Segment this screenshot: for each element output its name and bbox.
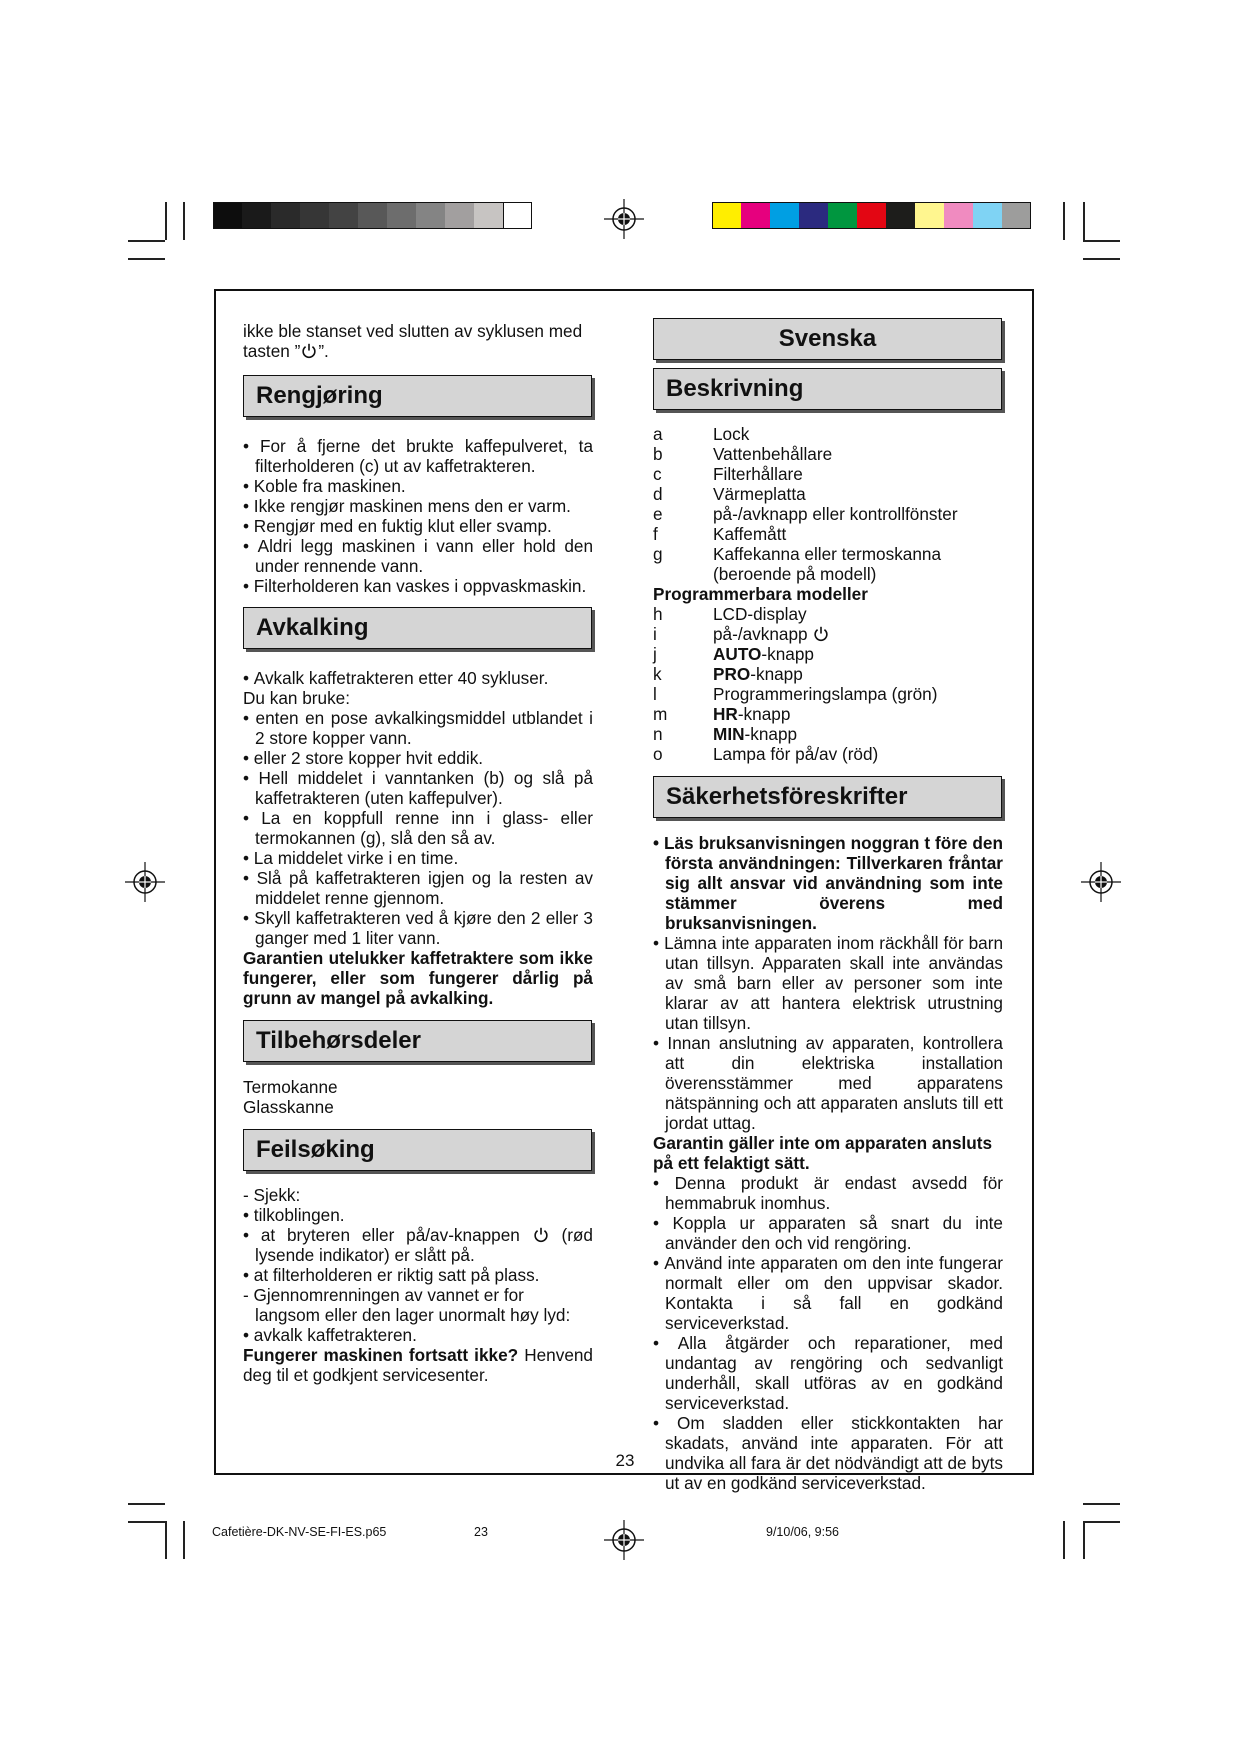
list-item: • tilkoblingen. <box>243 1205 593 1225</box>
list-avkalking <box>243 668 593 1008</box>
list-item: • Ikke rengjør maskinen mens den er varm. <box>243 496 593 516</box>
list-item: • For å fjerne det brukte kaffepulveret, ta filterholderen (c) ut av kaffetrakteren. <box>243 436 593 476</box>
list-rengjoring <box>243 436 593 596</box>
slug-page: 23 <box>474 1525 488 1539</box>
slug-filename: Cafetière-DK-NV-SE-FI-ES.p65 <box>212 1525 387 1539</box>
du-kan-bruke: Du kan bruke: <box>243 688 351 708</box>
heading-rengjoring: Rengjøring <box>243 375 592 417</box>
list-item: h LCD-display <box>653 604 807 624</box>
list-item: d Värmeplatta <box>653 484 806 504</box>
list-sakerhet <box>653 833 1003 1493</box>
list-item: - Gjennomrenningen av vannet er for langsom eller den lager unormalt høy lyd: <box>243 1285 593 1325</box>
list-item: f Kaffemått <box>653 524 787 544</box>
registration-mark-top-icon <box>604 199 644 239</box>
list-item: • Avkalk kaffetrakteren etter 40 sykluser. <box>243 668 593 688</box>
list-tilbehor <box>243 1077 593 1117</box>
heading-tilbehorsdeler: Tilbehørsdeler <box>243 1020 592 1062</box>
power-icon <box>532 1226 550 1244</box>
list-item: • eller 2 store kopper hvit eddik. <box>243 748 593 768</box>
color-bar-outline <box>712 202 1031 229</box>
list-item: c Filterhållare <box>653 464 803 484</box>
list-item: i på-/avknapp <box>653 624 1003 644</box>
list-item: • Filterholderen kan vaskes i oppvaskmaskin. <box>243 576 593 596</box>
registration-mark-bottom-icon <box>604 1520 644 1560</box>
list-item: • Om sladden eller stickkontakten har skadats, använd inte apparaten. För att undvika all fara är det nödvändigt att de byts ut av en godkänd serviceverkstad. <box>653 1413 1003 1493</box>
list-item: • enten en pose avkalkingsmiddel utblandet i 2 store kopper vann. <box>243 708 593 748</box>
list-item: • Alla åtgärder och reparationer, med undantag av rengöring och sedvanligt underhåll, skall utföras av en godkänd serviceverkstad. <box>653 1333 1003 1413</box>
list-item: k PRO-knapp <box>653 664 803 684</box>
power-icon <box>300 342 318 360</box>
list-item: • Läs bruksanvisningen noggran t före den första användningen: Tillverkaren fråntar sig allt ansvar vid användning som inte stämmer överens med bruksanvisningen. <box>653 833 1003 933</box>
list-item: • Hell middelet i vanntanken (b) og slå på kaffetrakteren (uten kaffepulver). <box>243 768 593 808</box>
page-number: 23 <box>615 1451 635 1470</box>
power-icon <box>812 625 830 643</box>
list-item: Termokanne <box>243 1077 338 1097</box>
intro-text: ikke ble stanset ved slutten av syklusen med tasten ” ”. <box>243 321 583 361</box>
list-item: Glasskanne <box>243 1097 334 1117</box>
list-item: o Lampa för på/av (röd) <box>653 744 879 764</box>
registration-mark-right-icon <box>1081 862 1121 902</box>
warranty-note: Garantin gäller inte om apparaten ansluts på ett felaktigt sätt. <box>653 1133 993 1173</box>
list-item: • La en koppfull renne inn i glass- eller termokannen (g), slå den så av. <box>243 808 593 848</box>
right-column <box>653 318 1003 1493</box>
programmable-list <box>653 604 1003 764</box>
list-item: g Kaffekanna eller termoskanna <box>653 544 942 564</box>
warranty-warning: Garantien utelukker kaffetraktere som ikke fungerer, eller som fungerer dårlig på grunn av mangel på avkalking. <box>243 948 593 1008</box>
list-item: b Vattenbehållare <box>653 444 833 464</box>
heading-sakerhet: Säkerhetsföreskrifter <box>653 776 1002 818</box>
heading-beskrivning: Beskrivning <box>653 368 1002 410</box>
registration-mark-left-icon <box>125 862 165 902</box>
heading-feilsoking: Feilsøking <box>243 1129 592 1171</box>
language-title: Svenska <box>653 318 1002 360</box>
list-item: • Använd inte apparaten om den inte fungerar normalt eller om den uppvisar skador. Kontakta i så fall en godkänd serviceverkstad. <box>653 1253 1003 1333</box>
list-item: • Skyll kaffetrakteren ved å kjøre den 2 eller 3 ganger med 1 liter vann. <box>243 908 593 948</box>
list-item: • Innan anslutning av apparaten, kontrollera att din elektriska installation överensstämmer med apparatens nätspänning och att apparaten ansluts till ett jordat uttag. <box>653 1033 1003 1133</box>
list-item: - Sjekk: <box>243 1185 593 1205</box>
list-item: • at bryteren eller på/av-knappen (rød lysende indikator) er slått på. <box>243 1225 593 1265</box>
list-item: • Aldri legg maskinen i vann eller hold den under rennende vann. <box>243 536 593 576</box>
list-item: m HR-knapp <box>653 704 791 724</box>
programmable-title: Programmerbara modeller <box>653 584 868 604</box>
list-item: • Rengjør med en fuktig klut eller svamp. <box>243 516 593 536</box>
list-item: e på-/avknapp eller kontrollfönster <box>653 504 958 524</box>
list-item: (beroende på modell) <box>713 564 877 584</box>
list-item: j AUTO-knapp <box>653 644 814 664</box>
list-item: • Slå på kaffetrakteren igjen og la resten av middelet renne gjennom. <box>243 868 593 908</box>
gray-bar-outline <box>213 202 532 229</box>
list-item: • avkalk kaffetrakteren. <box>243 1325 593 1345</box>
list-item: • Koppla ur apparaten så snart du inte använder den och vid rengöring. <box>653 1213 1003 1253</box>
final-note: Fungerer maskinen fortsatt ikke? Henvend deg til et godkjent servicesenter. <box>243 1345 593 1385</box>
list-item: • Lämna inte apparaten inom räckhåll för barn utan tillsyn. Apparaten skall inte användas av små barn eller av personer som inte klarar av att hantera elektrisk utrustning utan tillsyn. <box>653 933 1003 1033</box>
list-feilsoking <box>243 1185 593 1385</box>
list-item: • Koble fra maskinen. <box>243 476 593 496</box>
list-item: • La middelet virke i en time. <box>243 848 593 868</box>
slug-date: 9/10/06, 9:56 <box>766 1525 839 1539</box>
list-item: a Lock <box>653 424 750 444</box>
list-item: l Programmeringslampa (grön) <box>653 684 938 704</box>
left-column <box>243 321 593 1385</box>
list-item: n MIN-knapp <box>653 724 798 744</box>
list-item: • at filterholderen er riktig satt på plass. <box>243 1265 593 1285</box>
description-list <box>653 424 1003 584</box>
list-item: • Denna produkt är endast avsedd för hemmabruk inomhus. <box>653 1173 1003 1213</box>
heading-avkalking: Avkalking <box>243 607 592 649</box>
